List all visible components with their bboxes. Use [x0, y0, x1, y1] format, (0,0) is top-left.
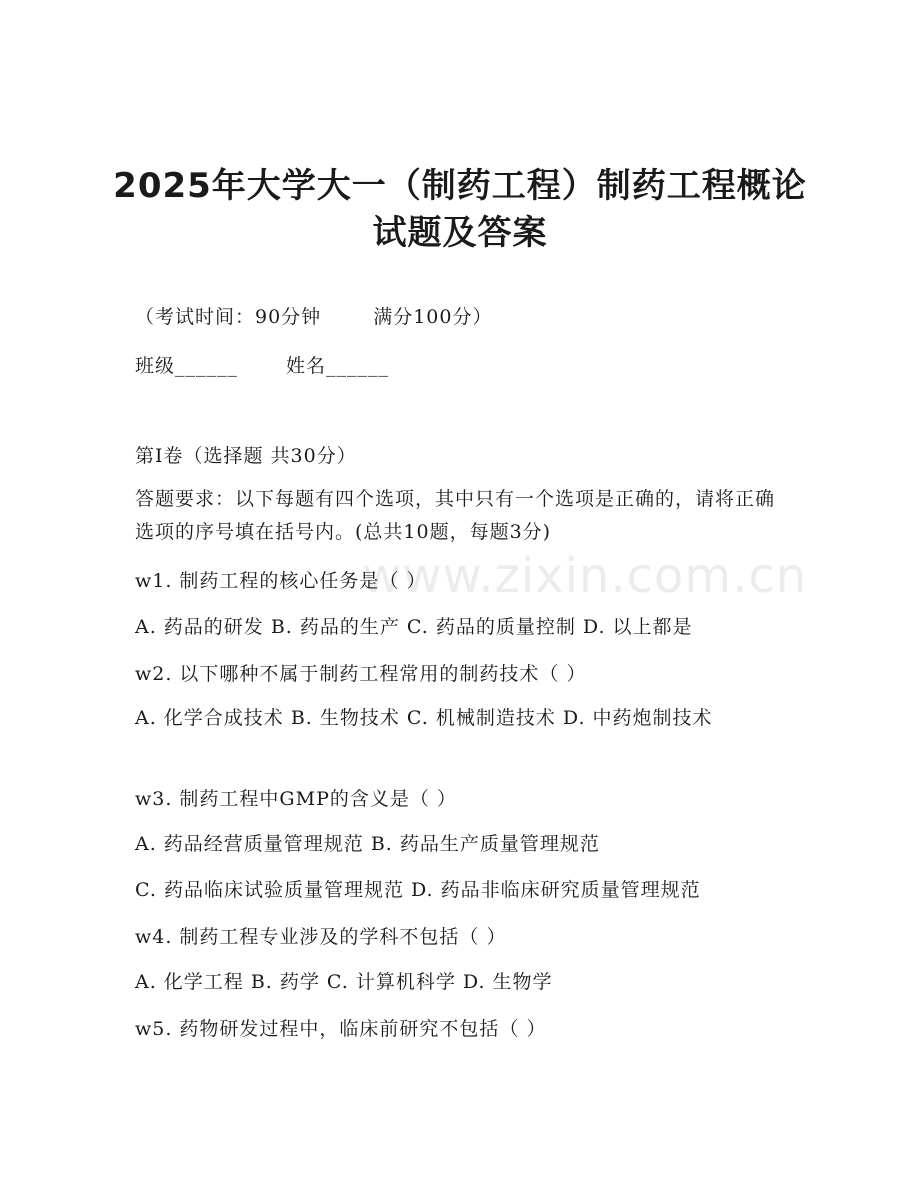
question-2: w2. 以下哪种不属于制药工程常用的制药技术（ ）	[135, 663, 587, 685]
student-fields	[135, 351, 389, 378]
name-field: 姓名______	[286, 355, 390, 377]
question-1-options: A. 药品的研发 B. 药品的生产 C. 药品的质量控制 D. 以上都是	[135, 616, 693, 638]
exam-score: 满分100分）	[373, 306, 493, 328]
watermark: www.zixin.com.cn	[362, 548, 808, 604]
question-4-options: A. 化学工程 B. 药学 C. 计算机科学 D. 生物学	[135, 971, 553, 993]
question-3-options-2: C. 药品临床试验质量管理规范 D. 药品非临床研究质量管理规范	[135, 879, 701, 901]
exam-info	[135, 302, 492, 329]
document-title-line2: 试题及答案	[372, 213, 548, 253]
class-field: 班级______	[135, 355, 239, 377]
section-heading: 第I卷（选择题 共30分）	[135, 445, 357, 467]
question-3-options-1: A. 药品经营质量管理规范 B. 药品生产质量管理规范	[135, 833, 600, 855]
instructions: 答题要求：以下每题有四个选项，其中只有一个选项是正确的，请将正确选项的序号填在括号内。(总共10题，每题3分)	[135, 488, 776, 543]
question-4: w4. 制药工程专业涉及的学科不包括（ ）	[135, 926, 507, 948]
question-1: w1. 制药工程的核心任务是（ ）	[135, 570, 427, 592]
question-3: w3. 制药工程中GMP的含义是（ ）	[135, 788, 457, 810]
question-5: w5. 药物研发过程中，临床前研究不包括（ ）	[135, 1018, 547, 1040]
document-title: 2025年大学大一（制药工程）制药工程概论	[113, 166, 807, 206]
exam-time: （考试时间：90分钟	[135, 306, 322, 328]
question-2-options: A. 化学合成技术 B. 生物技术 C. 机械制造技术 D. 中药炮制技术	[135, 707, 713, 729]
